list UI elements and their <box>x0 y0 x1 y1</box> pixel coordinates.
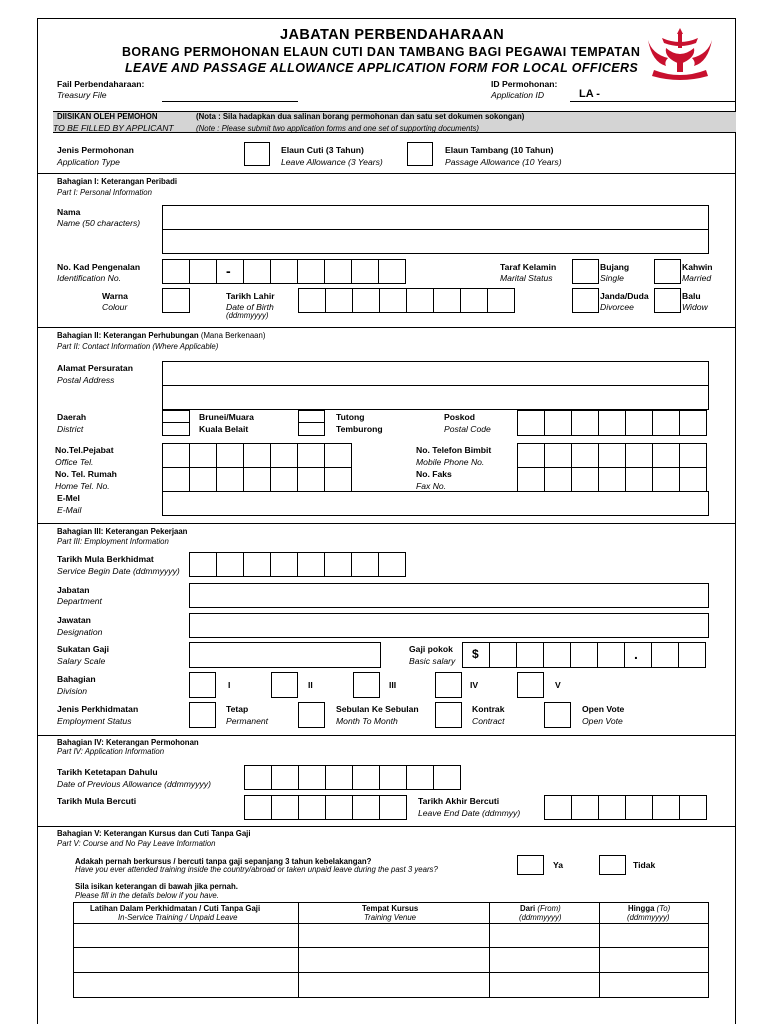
leave-start-input[interactable] <box>244 795 406 820</box>
service-start-input[interactable] <box>189 552 405 577</box>
division-label: Bahagian <box>57 674 96 684</box>
address-sub: Postal Address <box>57 375 115 385</box>
app-id-sub: Application ID <box>491 90 545 100</box>
emp-status-sub: Employment Status <box>57 716 132 726</box>
single-checkbox[interactable] <box>572 259 599 284</box>
app-id-label: ID Permohonan: <box>491 79 558 89</box>
app-type-sub: Application Type <box>57 157 120 167</box>
passage-allowance-sub: Passage Allowance (10 Years) <box>445 157 562 167</box>
home-tel-input[interactable] <box>162 467 351 492</box>
widow-label: Balu <box>682 291 701 301</box>
divorcee-checkbox[interactable] <box>572 288 599 313</box>
office-tel-sub: Office Tel. <box>55 457 94 467</box>
department-label: Jabatan <box>57 585 90 595</box>
home-tel-sub: Home Tel. No. <box>55 481 110 491</box>
ic-label: No. Kad Pengenalan <box>57 262 141 272</box>
course-question: Adakah pernah berkursus / bercuti tanpa gaji sepanjang 3 tahun kebelakangan? <box>75 857 372 866</box>
district-belait-checkbox[interactable] <box>162 422 190 436</box>
mobile-label: No. Telefon Bimbit <box>416 445 492 455</box>
part2-title: Bahagian II: Keterangan Perhubungan (Mana Berkenaan) <box>57 331 266 340</box>
part4-sub: Part IV: Application Information <box>57 747 165 756</box>
division-2-checkbox[interactable] <box>271 672 298 698</box>
divider <box>37 826 736 827</box>
part1-title: Bahagian I: Keterangan Peribadi <box>57 177 178 186</box>
postcode-sub: Postal Code <box>444 424 491 434</box>
divider <box>37 735 736 736</box>
app-id-prefix: LA - <box>579 88 600 100</box>
married-checkbox[interactable] <box>654 259 681 284</box>
widow-sub: Widow <box>682 302 708 312</box>
department-sub: Department <box>57 596 102 606</box>
district-brunei-label: Brunei/Muara <box>199 412 254 422</box>
passage-allowance-checkbox[interactable] <box>407 142 433 166</box>
treasury-file-input[interactable] <box>162 101 298 102</box>
mobile-input[interactable] <box>517 443 706 468</box>
treasury-file-label: Fail Perbendaharaan: <box>57 79 145 89</box>
divider <box>37 523 736 524</box>
single-label: Bujang <box>600 262 630 272</box>
crest-icon <box>640 24 720 82</box>
open-vote-checkbox[interactable] <box>544 702 571 728</box>
postcode-input[interactable] <box>517 410 706 436</box>
permanent-checkbox[interactable] <box>189 702 216 728</box>
single-sub: Single <box>600 273 624 283</box>
district-temburong-checkbox[interactable] <box>298 422 325 436</box>
designation-sub: Designation <box>57 627 103 637</box>
name-input-line1[interactable] <box>162 205 709 230</box>
prev-allowance-sub: Date of Previous Allowance (ddmmyyyy) <box>57 779 211 789</box>
basic-salary-input[interactable] <box>462 642 705 668</box>
salary-scale-label: Sukatan Gaji <box>57 644 110 654</box>
col-to-header: Hingga (To) <box>628 904 671 913</box>
divider <box>37 327 736 328</box>
part5-sub: Part V: Course and No Pay Leave Information <box>57 839 216 848</box>
part5-title: Bahagian V: Keterangan Kursus dan Cuti Tanpa Gaji <box>57 829 251 838</box>
applicant-note-ms: (Nota : Sila hadapkan dua salinan borang permohonan dan satu set dokumen sokongan) <box>196 112 525 121</box>
dob-label: Tarikh Lahir <box>226 291 275 301</box>
name-sub: Name (50 characters) <box>57 218 141 228</box>
marital-sub: Marital Status <box>500 273 553 283</box>
applicant-label: DIISIKAN OLEH PEMOHON <box>57 112 158 121</box>
address-label: Alamat Persuratan <box>57 363 133 373</box>
no-label: Tidak <box>633 860 656 870</box>
leave-start-label: Tarikh Mula Bercuti <box>57 796 137 806</box>
header-clip <box>0 0 640 90</box>
name-input-line2[interactable] <box>162 229 709 254</box>
contract-label: Kontrak <box>472 704 505 714</box>
department-input[interactable] <box>189 583 709 608</box>
col-to-format: (ddmmyyyy) <box>627 913 670 922</box>
salary-scale-input[interactable] <box>189 642 381 668</box>
division-sub: Division <box>57 686 88 696</box>
yes-label: Ya <box>553 860 564 870</box>
part3-title: Bahagian III: Keterangan Pekerjaan <box>57 527 188 536</box>
permanent-sub: Permanent <box>226 716 269 726</box>
month-to-month-checkbox[interactable] <box>298 702 325 728</box>
fax-sub: Fax No. <box>416 481 447 491</box>
part3-sub: Part III: Employment Information <box>57 537 169 546</box>
leave-end-label: Tarikh Akhir Bercuti <box>418 796 500 806</box>
page-title: JABATAN PERBENDAHARAAN <box>280 27 505 43</box>
division-3-checkbox[interactable] <box>353 672 380 698</box>
dob-input[interactable] <box>298 288 514 313</box>
division-4-checkbox[interactable] <box>435 672 462 698</box>
dob-format: (ddmmyyyy) <box>226 311 269 320</box>
designation-input[interactable] <box>189 613 709 638</box>
course-question-en: Have you ever attended training inside the country/abroad or taken unpaid leave during the past 3 years? <box>75 865 438 874</box>
district-tutong-label: Tutong <box>336 412 365 422</box>
division-4-label: IV <box>470 680 479 690</box>
division-3-label: III <box>389 680 397 690</box>
open-vote-sub: Open Vote <box>582 716 623 726</box>
part2-sub: Part II: Contact Information (Where Applicable) <box>57 342 219 351</box>
leave-allowance-sub: Leave Allowance (3 Years) <box>281 157 383 167</box>
prev-allowance-label: Tarikh Ketetapan Dahulu <box>57 767 158 777</box>
decimal-point: . <box>634 646 638 662</box>
division-5-checkbox[interactable] <box>517 672 544 698</box>
service-start-sub: Service Begin Date (ddmmyyyy) <box>57 566 180 576</box>
part4-title: Bahagian IV: Keterangan Permohonan <box>57 738 199 747</box>
contract-checkbox[interactable] <box>435 702 462 728</box>
leave-allowance-checkbox[interactable] <box>244 142 270 166</box>
married-label: Kahwin <box>682 262 713 272</box>
home-tel-label: No. Tel. Rumah <box>55 469 117 479</box>
contract-sub: Contract <box>472 716 505 726</box>
division-5-label: V <box>555 680 561 690</box>
basic-salary-sub: Basic salary <box>409 656 456 666</box>
leave-end-input[interactable] <box>544 795 706 820</box>
email-label: E-Mel <box>57 493 80 503</box>
address-input-line1[interactable] <box>162 361 709 386</box>
division-2-label: II <box>308 680 313 690</box>
no-checkbox[interactable] <box>599 855 626 875</box>
app-id-input[interactable] <box>570 101 736 102</box>
ic-input[interactable] <box>162 259 405 284</box>
app-type-label: Jenis Permohonan <box>57 145 134 155</box>
marital-label: Taraf Kelamin <box>500 262 557 272</box>
division-1-checkbox[interactable] <box>189 672 216 698</box>
fill-instruction-en: Please fill in the details below if you have. <box>75 891 219 900</box>
col-training-sub: In-Service Training / Unpaid Leave <box>118 913 238 922</box>
address-input-line2[interactable] <box>162 385 709 410</box>
col-training-header: Latihan Dalam Perkhidmatan / Cuti Tanpa Gaji <box>90 904 261 913</box>
widow-checkbox[interactable] <box>654 288 681 313</box>
district-label: Daerah <box>57 412 87 422</box>
office-tel-input[interactable] <box>162 443 351 468</box>
form-title-en: LEAVE AND PASSAGE ALLOWANCE APPLICATION FORM FOR LOCAL OFFICERS <box>125 61 639 75</box>
open-vote-label: Open Vote <box>582 704 625 714</box>
month-to-month-sub: Month To Month <box>336 716 398 726</box>
month-to-month-label: Sebulan Ke Sebulan <box>336 704 419 714</box>
applicant-note-en: (Note : Please submit two application forms and one set of supporting documents) <box>196 124 480 133</box>
district-sub: District <box>57 424 84 434</box>
currency-symbol: $ <box>472 647 479 661</box>
part1-sub: Part I: Personal Information <box>57 188 152 197</box>
applicant-sub: TO BE FILLED BY APPLICANT <box>53 123 174 133</box>
email-sub: E-Mail <box>57 505 82 515</box>
designation-label: Jawatan <box>57 615 91 625</box>
service-start-label: Tarikh Mula Berkhidmat <box>57 554 154 564</box>
fax-input[interactable] <box>517 467 706 492</box>
salary-scale-sub: Salary Scale <box>57 656 106 666</box>
basic-salary-label: Gaji pokok <box>409 644 453 654</box>
mobile-sub: Mobile Phone No. <box>416 457 485 467</box>
yes-checkbox[interactable] <box>517 855 544 875</box>
treasury-file-sub: Treasury File <box>57 90 107 100</box>
email-input[interactable] <box>162 491 709 516</box>
col-venue-sub: Training Venue <box>364 913 417 922</box>
colour-sub: Colour <box>102 302 128 312</box>
divorcee-label: Janda/Duda <box>600 291 649 301</box>
division-1-label: I <box>228 680 231 690</box>
form-title-ms: BORANG PERMOHONAN ELAUN CUTI DAN TAMBANG BAGI PEGAWAI TEMPATAN <box>122 45 640 59</box>
fill-instruction: Sila isikan keterangan di bawah jika pernah. <box>75 882 238 891</box>
postcode-label: Poskod <box>444 412 476 422</box>
prev-allowance-input[interactable] <box>244 765 460 790</box>
district-belait-label: Kuala Belait <box>199 424 249 434</box>
leave-end-sub: Leave End Date (ddmmyy) <box>418 808 521 818</box>
colour-label: Warna <box>102 291 128 301</box>
divorcee-sub: Divorcee <box>600 302 634 312</box>
district-temburong-label: Temburong <box>336 424 383 434</box>
permanent-label: Tetap <box>226 704 249 714</box>
leave-allowance-label: Elaun Cuti (3 Tahun) <box>281 145 364 155</box>
col-from-header: Dari (From) <box>520 904 561 913</box>
name-label: Nama <box>57 207 81 217</box>
col-from-format: (ddmmyyyy) <box>519 913 562 922</box>
married-sub: Married <box>682 273 712 283</box>
office-tel-label: No.Tel.Pejabat <box>55 445 114 455</box>
fax-label: No. Faks <box>416 469 452 479</box>
emp-status-label: Jenis Perkhidmatan <box>57 704 139 714</box>
passage-allowance-label: Elaun Tambang (10 Tahun) <box>445 145 554 155</box>
colour-input[interactable] <box>162 288 190 313</box>
ic-dash: - <box>226 263 231 279</box>
divider <box>37 173 736 174</box>
ic-sub: Identification No. <box>57 273 122 283</box>
col-venue-header: Tempat Kursus <box>362 904 419 913</box>
dob-sub: Date of Birth <box>226 302 274 312</box>
